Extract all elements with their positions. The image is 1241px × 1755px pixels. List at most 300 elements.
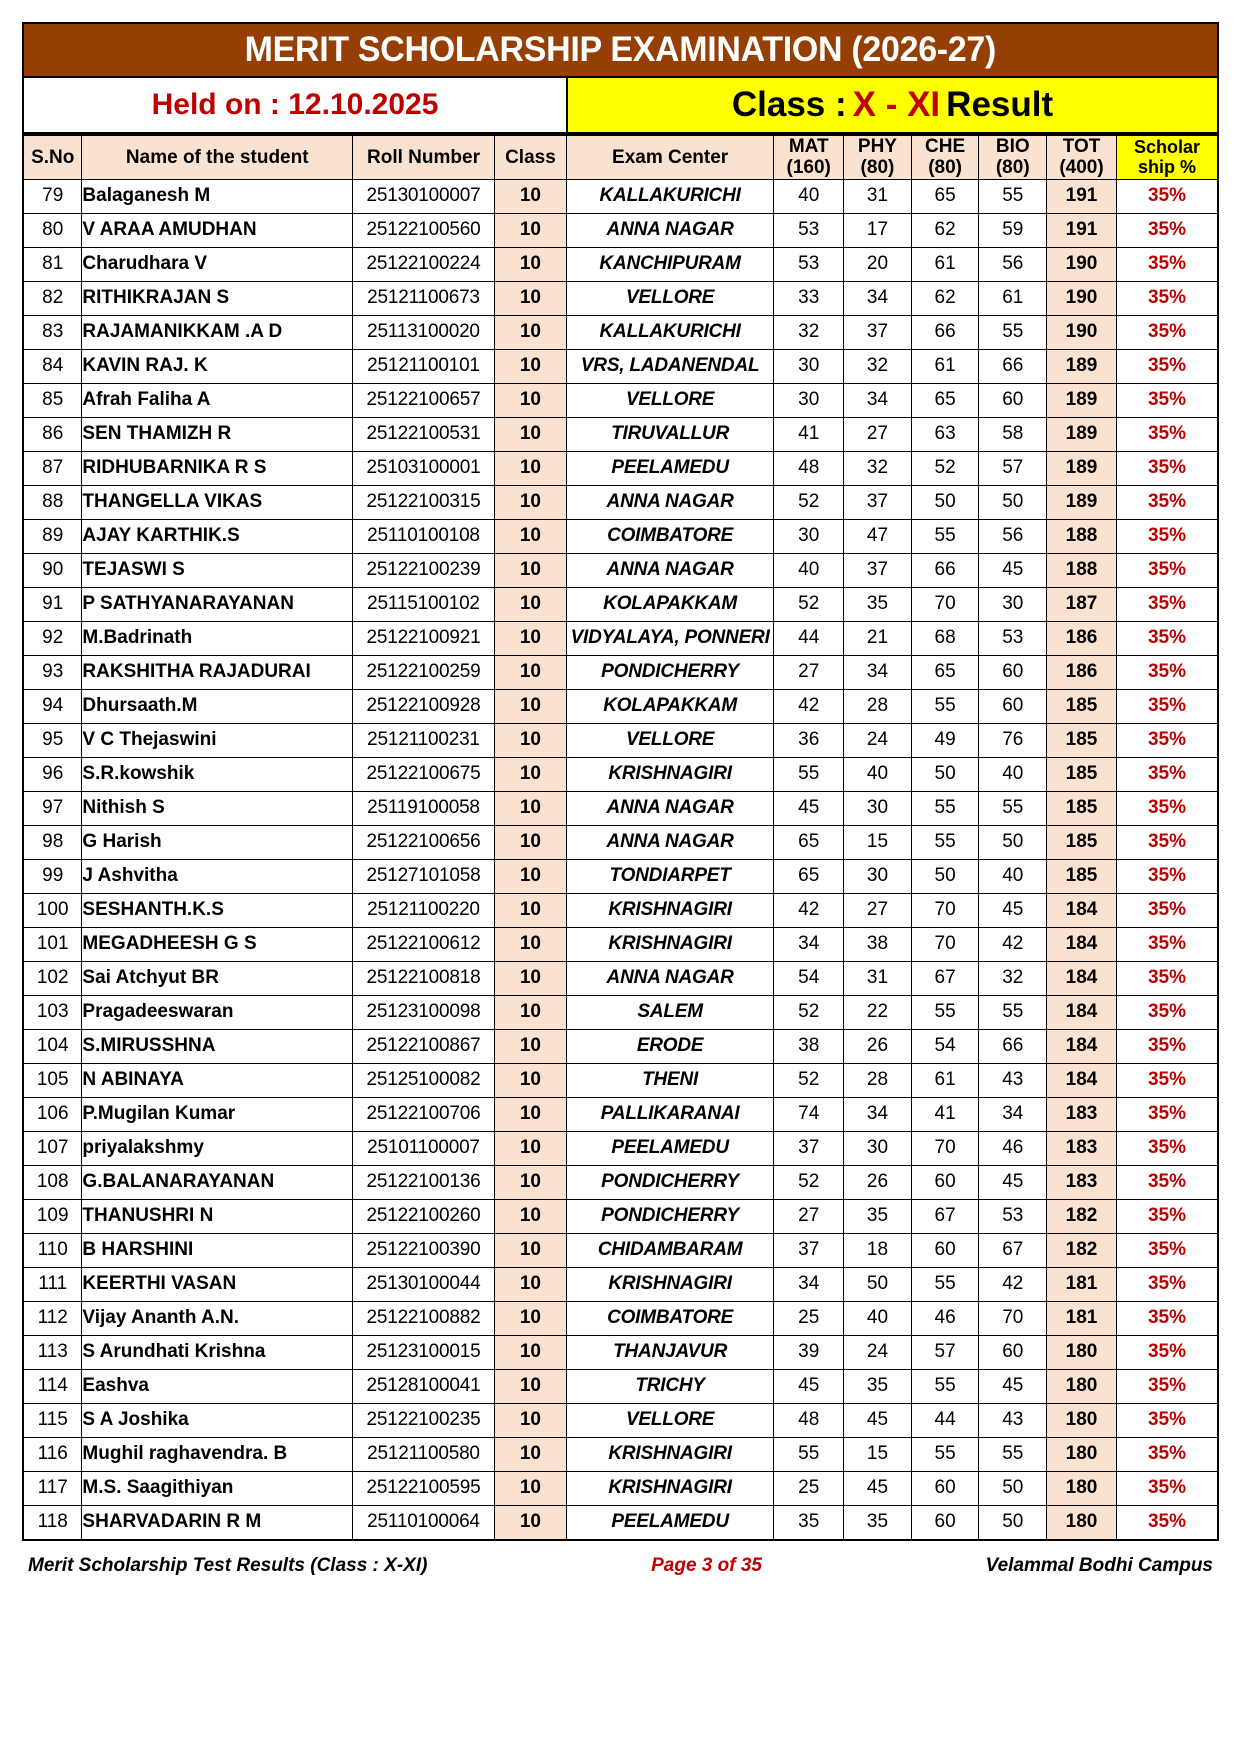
- cell-exam-center: PALLIKARANAI: [566, 1097, 773, 1131]
- cell-student-name: V C Thejaswini: [82, 723, 353, 757]
- cell-phy-score: 20: [844, 247, 912, 281]
- cell-bio-score: 40: [979, 859, 1047, 893]
- cell-student-name: M.S. Saagithiyan: [82, 1471, 353, 1505]
- cell-class: 10: [494, 1063, 566, 1097]
- cell-bio-score: 42: [979, 927, 1047, 961]
- cell-roll-number: 25113100020: [353, 315, 495, 349]
- cell-class: 10: [494, 1131, 566, 1165]
- cell-sno: 92: [23, 621, 82, 655]
- cell-sno: 108: [23, 1165, 82, 1199]
- cell-phy-score: 15: [844, 825, 912, 859]
- col-header-scholarship-sub: ship %: [1137, 157, 1196, 178]
- cell-mat-score: 65: [774, 825, 844, 859]
- cell-mat-score: 34: [774, 927, 844, 961]
- cell-exam-center: ANNA NAGAR: [566, 553, 773, 587]
- cell-bio-score: 50: [979, 825, 1047, 859]
- cell-roll-number: 25122100531: [353, 417, 495, 451]
- cell-total-score: 190: [1047, 315, 1117, 349]
- cell-student-name: B HARSHINI: [82, 1233, 353, 1267]
- col-header-che-max: (80): [928, 157, 962, 179]
- cell-sno: 94: [23, 689, 82, 723]
- col-header-center: [566, 135, 773, 179]
- table-row: [23, 383, 1218, 417]
- col-header-scholarship-label: Scholar: [1133, 137, 1200, 158]
- cell-roll-number: 25122100560: [353, 213, 495, 247]
- cell-roll-number: 25121100580: [353, 1437, 495, 1471]
- col-header-sno: [23, 135, 82, 179]
- cell-che-score: 52: [911, 451, 979, 485]
- cell-che-score: 60: [911, 1505, 979, 1540]
- table-row: [23, 655, 1218, 689]
- cell-mat-score: 74: [774, 1097, 844, 1131]
- cell-class: 10: [494, 791, 566, 825]
- cell-sno: 86: [23, 417, 82, 451]
- cell-student-name: S Arundhati Krishna: [82, 1335, 353, 1369]
- cell-class: 10: [494, 723, 566, 757]
- cell-total-score: 180: [1047, 1403, 1117, 1437]
- cell-bio-score: 34: [979, 1097, 1047, 1131]
- cell-class: 10: [494, 1301, 566, 1335]
- cell-exam-center: KRISHNAGIRI: [566, 1471, 773, 1505]
- table-row: [23, 213, 1218, 247]
- table-row: [23, 1301, 1218, 1335]
- cell-student-name: S.R.kowshik: [82, 757, 353, 791]
- cell-phy-score: 34: [844, 281, 912, 315]
- cell-student-name: RIDHUBARNIKA R S: [82, 451, 353, 485]
- cell-scholarship-percent: 35%: [1116, 1301, 1218, 1335]
- cell-scholarship-percent: 35%: [1116, 1233, 1218, 1267]
- cell-total-score: 185: [1047, 689, 1117, 723]
- cell-scholarship-percent: 35%: [1116, 451, 1218, 485]
- cell-exam-center: COIMBATORE: [566, 1301, 773, 1335]
- cell-scholarship-percent: 35%: [1116, 655, 1218, 689]
- table-row: [23, 791, 1218, 825]
- table-row: [23, 1165, 1218, 1199]
- col-header-scholarship: [1116, 135, 1218, 179]
- page-title: MERIT SCHOLARSHIP EXAMINATION (2026-27): [244, 30, 997, 69]
- cell-sno: 91: [23, 587, 82, 621]
- cell-total-score: 181: [1047, 1267, 1117, 1301]
- table-row: [23, 1063, 1218, 1097]
- cell-mat-score: 27: [774, 1199, 844, 1233]
- col-header-mat-max: (160): [786, 157, 831, 179]
- col-header-name-label: Name of the student: [125, 146, 309, 168]
- cell-sno: 82: [23, 281, 82, 315]
- cell-scholarship-percent: 35%: [1116, 1437, 1218, 1471]
- cell-student-name: G Harish: [82, 825, 353, 859]
- cell-total-score: 189: [1047, 383, 1117, 417]
- cell-roll-number: 25122100235: [353, 1403, 495, 1437]
- cell-exam-center: ANNA NAGAR: [566, 791, 773, 825]
- cell-sno: 109: [23, 1199, 82, 1233]
- cell-mat-score: 35: [774, 1505, 844, 1540]
- cell-class: 10: [494, 587, 566, 621]
- cell-che-score: 63: [911, 417, 979, 451]
- cell-scholarship-percent: 35%: [1116, 1029, 1218, 1063]
- cell-scholarship-percent: 35%: [1116, 1165, 1218, 1199]
- cell-roll-number: 25122100867: [353, 1029, 495, 1063]
- cell-class: 10: [494, 859, 566, 893]
- cell-che-score: 46: [911, 1301, 979, 1335]
- cell-sno: 117: [23, 1471, 82, 1505]
- cell-che-score: 55: [911, 995, 979, 1029]
- cell-roll-number: 25122100656: [353, 825, 495, 859]
- cell-mat-score: 36: [774, 723, 844, 757]
- cell-roll-number: 25121100101: [353, 349, 495, 383]
- cell-exam-center: KRISHNAGIRI: [566, 757, 773, 791]
- table-header-row: [23, 135, 1218, 179]
- cell-roll-number: 25128100041: [353, 1369, 495, 1403]
- cell-total-score: 185: [1047, 859, 1117, 893]
- cell-student-name: P.Mugilan Kumar: [82, 1097, 353, 1131]
- cell-student-name: Nithish S: [82, 791, 353, 825]
- results-table: [22, 134, 1219, 1541]
- table-row: [23, 587, 1218, 621]
- cell-class: 10: [494, 1267, 566, 1301]
- cell-exam-center: PEELAMEDU: [566, 1131, 773, 1165]
- cell-che-score: 60: [911, 1471, 979, 1505]
- cell-scholarship-percent: 35%: [1116, 1097, 1218, 1131]
- cell-mat-score: 33: [774, 281, 844, 315]
- cell-bio-score: 59: [979, 213, 1047, 247]
- cell-bio-score: 70: [979, 1301, 1047, 1335]
- cell-student-name: SEN THAMIZH R: [82, 417, 353, 451]
- cell-student-name: SHARVADARIN R M: [82, 1505, 353, 1540]
- cell-roll-number: 25122100706: [353, 1097, 495, 1131]
- col-header-mat-label: MAT: [788, 136, 829, 157]
- cell-class: 10: [494, 179, 566, 213]
- cell-class: 10: [494, 995, 566, 1029]
- cell-bio-score: 40: [979, 757, 1047, 791]
- table-header: [23, 135, 1218, 179]
- cell-che-score: 60: [911, 1233, 979, 1267]
- cell-scholarship-percent: 35%: [1116, 485, 1218, 519]
- table-row: [23, 1471, 1218, 1505]
- cell-che-score: 61: [911, 349, 979, 383]
- cell-scholarship-percent: 35%: [1116, 961, 1218, 995]
- cell-exam-center: VELLORE: [566, 383, 773, 417]
- cell-che-score: 70: [911, 1131, 979, 1165]
- class-result-cell: [568, 78, 1217, 132]
- cell-che-score: 50: [911, 757, 979, 791]
- cell-total-score: 180: [1047, 1335, 1117, 1369]
- cell-exam-center: COIMBATORE: [566, 519, 773, 553]
- cell-exam-center: TONDIARPET: [566, 859, 773, 893]
- cell-student-name: V ARAA AMUDHAN: [82, 213, 353, 247]
- cell-sno: 107: [23, 1131, 82, 1165]
- cell-che-score: 65: [911, 179, 979, 213]
- cell-che-score: 50: [911, 859, 979, 893]
- cell-che-score: 55: [911, 1369, 979, 1403]
- footer-left-text: Merit Scholarship Test Results (Class : X-XI): [28, 1554, 428, 1576]
- table-row: [23, 1233, 1218, 1267]
- cell-phy-score: 15: [844, 1437, 912, 1471]
- cell-che-score: 55: [911, 1267, 979, 1301]
- table-row: [23, 485, 1218, 519]
- cell-student-name: Afrah Faliha A: [82, 383, 353, 417]
- cell-scholarship-percent: 35%: [1116, 519, 1218, 553]
- cell-roll-number: 25122100928: [353, 689, 495, 723]
- cell-class: 10: [494, 825, 566, 859]
- cell-scholarship-percent: 35%: [1116, 893, 1218, 927]
- cell-che-score: 55: [911, 1437, 979, 1471]
- cell-sno: 81: [23, 247, 82, 281]
- col-header-roll: [353, 135, 495, 179]
- cell-sno: 90: [23, 553, 82, 587]
- cell-phy-score: 32: [844, 451, 912, 485]
- cell-che-score: 62: [911, 213, 979, 247]
- cell-che-score: 49: [911, 723, 979, 757]
- cell-bio-score: 55: [979, 179, 1047, 213]
- cell-total-score: 186: [1047, 621, 1117, 655]
- cell-roll-number: 25123100098: [353, 995, 495, 1029]
- table-row: [23, 1267, 1218, 1301]
- cell-sno: 88: [23, 485, 82, 519]
- cell-exam-center: VELLORE: [566, 281, 773, 315]
- cell-student-name: M.Badrinath: [82, 621, 353, 655]
- cell-phy-score: 30: [844, 859, 912, 893]
- cell-roll-number: 25122100612: [353, 927, 495, 961]
- cell-class: 10: [494, 1029, 566, 1063]
- cell-mat-score: 45: [774, 1369, 844, 1403]
- cell-roll-number: 25122100675: [353, 757, 495, 791]
- cell-class: 10: [494, 1471, 566, 1505]
- cell-bio-score: 66: [979, 349, 1047, 383]
- cell-mat-score: 34: [774, 1267, 844, 1301]
- cell-scholarship-percent: 35%: [1116, 1505, 1218, 1540]
- cell-student-name: J Ashvitha: [82, 859, 353, 893]
- cell-mat-score: 52: [774, 1063, 844, 1097]
- cell-exam-center: CHIDAMBARAM: [566, 1233, 773, 1267]
- cell-exam-center: ANNA NAGAR: [566, 961, 773, 995]
- cell-sno: 103: [23, 995, 82, 1029]
- cell-mat-score: 53: [774, 247, 844, 281]
- cell-sno: 102: [23, 961, 82, 995]
- cell-scholarship-percent: 35%: [1116, 825, 1218, 859]
- cell-che-score: 55: [911, 519, 979, 553]
- cell-sno: 89: [23, 519, 82, 553]
- cell-phy-score: 34: [844, 1097, 912, 1131]
- cell-bio-score: 45: [979, 1165, 1047, 1199]
- cell-exam-center: KRISHNAGIRI: [566, 1267, 773, 1301]
- cell-scholarship-percent: 35%: [1116, 723, 1218, 757]
- col-header-phy: [844, 135, 912, 179]
- cell-che-score: 41: [911, 1097, 979, 1131]
- cell-phy-score: 17: [844, 213, 912, 247]
- cell-class: 10: [494, 315, 566, 349]
- table-row: [23, 315, 1218, 349]
- cell-mat-score: 40: [774, 179, 844, 213]
- cell-total-score: 183: [1047, 1131, 1117, 1165]
- cell-bio-score: 60: [979, 689, 1047, 723]
- cell-bio-score: 30: [979, 587, 1047, 621]
- cell-roll-number: 25115100102: [353, 587, 495, 621]
- cell-roll-number: 25101100007: [353, 1131, 495, 1165]
- table-row: [23, 689, 1218, 723]
- cell-sno: 101: [23, 927, 82, 961]
- cell-class: 10: [494, 1199, 566, 1233]
- cell-scholarship-percent: 35%: [1116, 791, 1218, 825]
- cell-total-score: 185: [1047, 791, 1117, 825]
- cell-student-name: MEGADHEESH G S: [82, 927, 353, 961]
- cell-exam-center: KOLAPAKKAM: [566, 587, 773, 621]
- cell-exam-center: VRS, LADANENDAL: [566, 349, 773, 383]
- cell-exam-center: ANNA NAGAR: [566, 485, 773, 519]
- col-header-tot-label: TOT: [1062, 136, 1101, 157]
- cell-total-score: 182: [1047, 1233, 1117, 1267]
- cell-che-score: 65: [911, 655, 979, 689]
- table-row: [23, 179, 1218, 213]
- col-header-mat: [774, 135, 844, 179]
- cell-total-score: 188: [1047, 553, 1117, 587]
- cell-total-score: 181: [1047, 1301, 1117, 1335]
- cell-bio-score: 57: [979, 451, 1047, 485]
- cell-roll-number: 25122100390: [353, 1233, 495, 1267]
- cell-phy-score: 27: [844, 417, 912, 451]
- cell-scholarship-percent: 35%: [1116, 757, 1218, 791]
- cell-mat-score: 55: [774, 757, 844, 791]
- cell-class: 10: [494, 927, 566, 961]
- table-row: [23, 1369, 1218, 1403]
- cell-phy-score: 47: [844, 519, 912, 553]
- class-label: Class :: [731, 85, 847, 124]
- cell-scholarship-percent: 35%: [1116, 1403, 1218, 1437]
- table-row: [23, 961, 1218, 995]
- cell-total-score: 185: [1047, 825, 1117, 859]
- cell-exam-center: VIDYALAYA, PONNERI: [566, 621, 773, 655]
- cell-sno: 106: [23, 1097, 82, 1131]
- col-header-class-label: Class: [505, 146, 556, 168]
- cell-sno: 80: [23, 213, 82, 247]
- cell-total-score: 189: [1047, 451, 1117, 485]
- cell-che-score: 57: [911, 1335, 979, 1369]
- cell-student-name: Eashva: [82, 1369, 353, 1403]
- cell-student-name: RAJAMANIKKAM .A D: [82, 315, 353, 349]
- cell-total-score: 184: [1047, 927, 1117, 961]
- cell-sno: 87: [23, 451, 82, 485]
- cell-scholarship-percent: 35%: [1116, 927, 1218, 961]
- cell-phy-score: 28: [844, 1063, 912, 1097]
- cell-sno: 95: [23, 723, 82, 757]
- cell-scholarship-percent: 35%: [1116, 859, 1218, 893]
- cell-sno: 98: [23, 825, 82, 859]
- cell-mat-score: 38: [774, 1029, 844, 1063]
- cell-exam-center: ANNA NAGAR: [566, 213, 773, 247]
- cell-bio-score: 43: [979, 1063, 1047, 1097]
- cell-sno: 118: [23, 1505, 82, 1540]
- cell-phy-score: 31: [844, 179, 912, 213]
- cell-exam-center: SALEM: [566, 995, 773, 1029]
- cell-class: 10: [494, 1403, 566, 1437]
- cell-roll-number: 25122100260: [353, 1199, 495, 1233]
- cell-sno: 96: [23, 757, 82, 791]
- table-row: [23, 723, 1218, 757]
- cell-roll-number: 25130100007: [353, 179, 495, 213]
- cell-student-name: S A Joshika: [82, 1403, 353, 1437]
- subheader-row: [22, 78, 1219, 134]
- cell-bio-score: 50: [979, 485, 1047, 519]
- cell-phy-score: 34: [844, 383, 912, 417]
- cell-class: 10: [494, 893, 566, 927]
- cell-student-name: Mughil raghavendra. B: [82, 1437, 353, 1471]
- cell-roll-number: 25122100882: [353, 1301, 495, 1335]
- cell-exam-center: KALLAKURICHI: [566, 179, 773, 213]
- cell-student-name: SESHANTH.K.S: [82, 893, 353, 927]
- table-row: [23, 1097, 1218, 1131]
- cell-exam-center: THANJAVUR: [566, 1335, 773, 1369]
- cell-scholarship-percent: 35%: [1116, 315, 1218, 349]
- table-row: [23, 859, 1218, 893]
- result-label: Result: [946, 85, 1054, 124]
- cell-che-score: 67: [911, 1199, 979, 1233]
- cell-exam-center: KRISHNAGIRI: [566, 893, 773, 927]
- cell-phy-score: 31: [844, 961, 912, 995]
- cell-sno: 79: [23, 179, 82, 213]
- cell-phy-score: 24: [844, 723, 912, 757]
- cell-class: 10: [494, 1505, 566, 1540]
- cell-roll-number: 25122100259: [353, 655, 495, 689]
- cell-total-score: 184: [1047, 961, 1117, 995]
- cell-scholarship-percent: 35%: [1116, 587, 1218, 621]
- cell-total-score: 180: [1047, 1437, 1117, 1471]
- cell-bio-score: 43: [979, 1403, 1047, 1437]
- cell-mat-score: 30: [774, 383, 844, 417]
- cell-total-score: 187: [1047, 587, 1117, 621]
- cell-exam-center: PEELAMEDU: [566, 451, 773, 485]
- cell-sno: 93: [23, 655, 82, 689]
- cell-total-score: 180: [1047, 1369, 1117, 1403]
- cell-class: 10: [494, 1369, 566, 1403]
- cell-mat-score: 37: [774, 1131, 844, 1165]
- cell-phy-score: 50: [844, 1267, 912, 1301]
- table-row: [23, 995, 1218, 1029]
- cell-bio-score: 46: [979, 1131, 1047, 1165]
- cell-mat-score: 44: [774, 621, 844, 655]
- cell-sno: 110: [23, 1233, 82, 1267]
- cell-bio-score: 58: [979, 417, 1047, 451]
- cell-class: 10: [494, 961, 566, 995]
- cell-total-score: 183: [1047, 1165, 1117, 1199]
- cell-phy-score: 24: [844, 1335, 912, 1369]
- cell-mat-score: 54: [774, 961, 844, 995]
- cell-scholarship-percent: 35%: [1116, 1471, 1218, 1505]
- cell-total-score: 189: [1047, 349, 1117, 383]
- cell-total-score: 186: [1047, 655, 1117, 689]
- cell-total-score: 183: [1047, 1097, 1117, 1131]
- cell-total-score: 185: [1047, 757, 1117, 791]
- cell-bio-score: 45: [979, 1369, 1047, 1403]
- cell-student-name: AJAY KARTHIK.S: [82, 519, 353, 553]
- table-row: [23, 553, 1218, 587]
- cell-mat-score: 30: [774, 519, 844, 553]
- cell-phy-score: 37: [844, 553, 912, 587]
- cell-che-score: 55: [911, 791, 979, 825]
- cell-che-score: 67: [911, 961, 979, 995]
- cell-exam-center: KRISHNAGIRI: [566, 927, 773, 961]
- cell-phy-score: 18: [844, 1233, 912, 1267]
- cell-scholarship-percent: 35%: [1116, 689, 1218, 723]
- cell-phy-score: 45: [844, 1471, 912, 1505]
- table-row: [23, 451, 1218, 485]
- cell-student-name: KEERTHI VASAN: [82, 1267, 353, 1301]
- cell-total-score: 189: [1047, 485, 1117, 519]
- cell-roll-number: 25122100136: [353, 1165, 495, 1199]
- table-row: [23, 247, 1218, 281]
- cell-exam-center: KRISHNAGIRI: [566, 1437, 773, 1471]
- cell-roll-number: 25122100818: [353, 961, 495, 995]
- table-row: [23, 893, 1218, 927]
- table-row: [23, 1131, 1218, 1165]
